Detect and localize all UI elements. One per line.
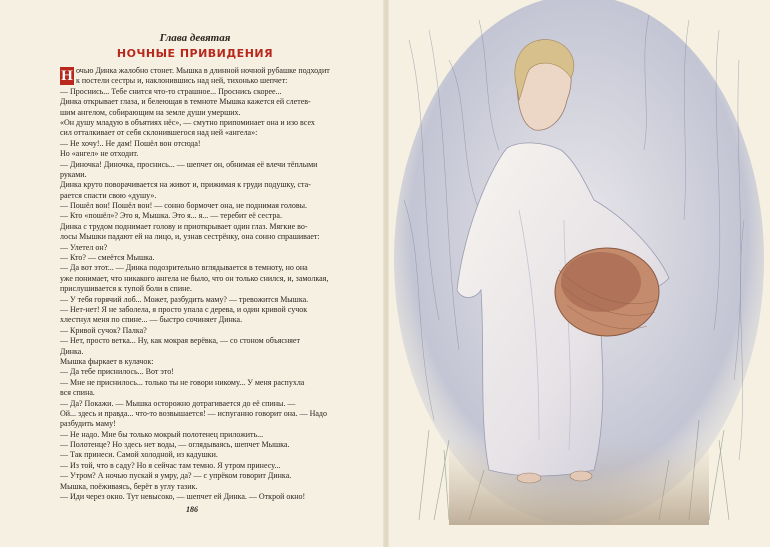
- text-line: хлестнул меня по спине... — быстро сочиняет Динка.: [60, 315, 243, 325]
- text-line: шим ангелом, собирающим на земле души умерших.: [60, 107, 241, 117]
- chapter-title: НОЧНЫЕ ПРИВИДЕНИЯ: [116, 47, 274, 60]
- text-line: — Мне не приснилось... только ты не говори никому... У меня распухла: [60, 377, 305, 387]
- text-line: рается спасти свою «душу».: [60, 190, 157, 200]
- right-page: [389, 0, 770, 547]
- text-line: — Да тебе приснилось... Вот это!: [60, 367, 174, 377]
- text-line: Динка.: [60, 346, 84, 356]
- text-line: — Иди через окно. Тут невысоко, — шепчет ей Динка. — Открой окно!: [60, 492, 306, 502]
- chapter-label: Глава девятая: [159, 32, 231, 44]
- drop-cap: Н: [61, 68, 73, 84]
- text-line: Динка с трудом поднимает голову и приоткрывает один глаз. Мягкие во-: [60, 221, 308, 231]
- text-line: — У тебя горячий лоб... Может, разбудить маму? — тревожится Мышка.: [60, 294, 309, 304]
- text-line: Ой... здесь и правда... что-то возвышается! — испуганно говорит она. — Надо: [60, 408, 327, 418]
- text-line: — Диночка! Диночка, проснись... — шепчет он, обнимая её влечи тёплыми: [60, 159, 318, 169]
- page-number: 186: [186, 505, 198, 514]
- text-line: руками.: [60, 169, 87, 179]
- body-text: [60, 66, 335, 502]
- text-line: — Не хочу!.. Не дам! Пошёл вон отсюда!: [60, 138, 201, 148]
- text-line: прислушивается к тупой боли в спине.: [60, 284, 192, 294]
- girl-with-basket-illustration: [389, 0, 770, 547]
- text-line: «Он душу младую в объятиях нёс», — смутно припоминает она и изо всех: [60, 117, 315, 127]
- text-line: — Кто? — смеётся Мышка.: [60, 253, 155, 263]
- text-line: — Нет, просто ветка... Ну, как мокрая верёвка, — со стоном объясняет: [60, 336, 300, 346]
- text-line: к постели сестры и, наклонившись над ней, тихонько шепчет:: [76, 76, 288, 86]
- text-line: — Не надо. Мне бы только мокрый полотенец приложить...: [60, 429, 264, 439]
- text-line: — Да? Покажи. — Мышка осторожно дотрагивается до её спины. —: [60, 398, 296, 408]
- text-line: уже понимает, что никакого ангела не было, что он только снился, и, замолкая,: [60, 273, 329, 283]
- text-line: — Нет-нет! Я не заболела, я просто упала с дерева, и один кривой сучок: [60, 304, 308, 314]
- text-line: — Проснись... Тебе снится что-то страшное... Проснись скорее...: [60, 86, 282, 96]
- text-line: — Утром? А ночью пускай я умру, да? — с упрёком говорит Динка.: [60, 471, 292, 481]
- text-line: Мышка фыркает в кулачок:: [60, 356, 154, 366]
- text-line: сил отталкивает от себя склонившегося над ней «ангела»:: [60, 128, 258, 138]
- text-line: — Улетел он?: [60, 242, 108, 252]
- text-line: лосы Мышки падают ей на лицо, и, узнав сестрёнку, она сонно спрашивает:: [60, 232, 320, 242]
- text-line: — Полотенце? Но здесь нет воды, — оглядываясь, шепчет Мышка.: [60, 440, 290, 450]
- text-line: — Кто «пошёл»? Это я, Мышка. Это я... я... — теребит её сестра.: [60, 211, 282, 221]
- text-line: — Из той, что в саду? Но я сейчас там темно. Я утром принесу...: [60, 460, 281, 470]
- text-line: Но «ангел» не отходит.: [60, 149, 139, 159]
- text-line: — Так принеси. Самой холодной, из кадушки.: [60, 450, 218, 460]
- text-line: очью Динка жалобно стонет. Мышка в длинной ночной рубашке подходит: [76, 66, 330, 75]
- text-line: Динка круто поворачивается на живот и, прижимая к груди подушку, ста-: [60, 180, 311, 190]
- text-line: — Да вот этот... — Динка подозрительно вглядывается в темноту, но она: [60, 263, 308, 273]
- text-line: Мышка, поёживаясь, берёт в углу тазик.: [60, 481, 198, 491]
- text-line: — Пошёл вон! Пошёл вон! — сонно бормочет она, не поднимая головы.: [60, 201, 307, 211]
- text-line: — Кривой сучок? Палка?: [60, 325, 147, 335]
- text-line: вся спина.: [60, 388, 95, 398]
- text-line: разбудить маму!: [60, 419, 116, 429]
- text-line: Динка открывает глаза, и белеющая в темноте Мышка кажется ей слетев-: [60, 97, 311, 107]
- left-page: [0, 0, 384, 547]
